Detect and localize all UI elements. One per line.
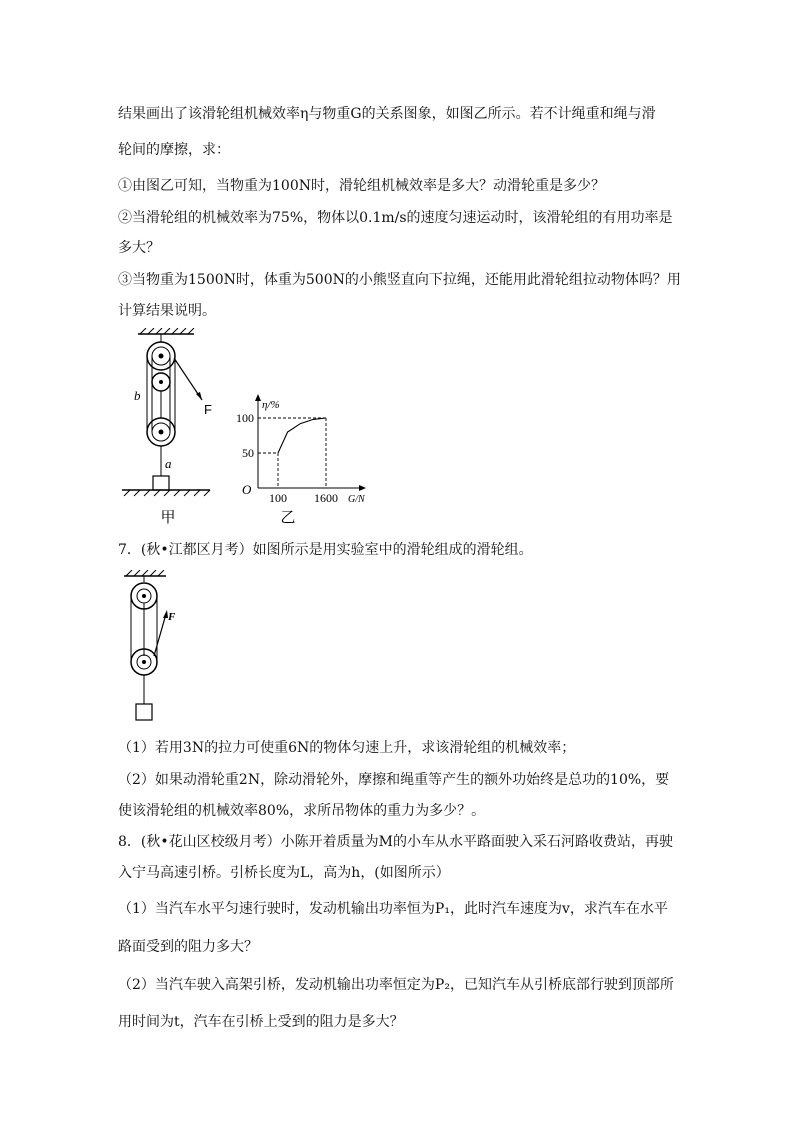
caption-yi: 乙	[280, 508, 296, 526]
question-7-title: 7．(秋•江都区月考）如图所示是用实验室中的滑轮组成的滑轮组。	[118, 542, 533, 558]
question-8-part-1: （1）当汽车水平匀速行驶时，发动机输出功率恒为P₁，此时汽车速度为v，求汽车在水平	[118, 901, 668, 917]
question-3: ③当物重为1500N时，体重为500N的小熊竖直向下拉绳，还能用此滑轮组拉动物体吗？用	[118, 272, 681, 288]
y-tick-label: 100	[236, 411, 254, 425]
y-tick-label: 50	[242, 446, 254, 460]
question-8-title-cont: 入宁马高速引桥。引桥长度为L，高为h，(如图所示）	[118, 865, 450, 881]
question-2-cont: 多大？	[118, 240, 160, 256]
question-8-part-2: （2）当汽车驶入高架引桥，发动机输出功率恒定为P₂，已知汽车从引桥底部行驶到顶部所	[118, 977, 674, 993]
fig7-label-F: F	[168, 611, 176, 623]
label-b: b	[134, 388, 141, 403]
x-tick-label: 1600	[314, 491, 338, 505]
figure-yi-efficiency-chart	[228, 392, 378, 528]
y-axis-label: η/%	[262, 399, 280, 411]
caption-jia: 甲	[160, 508, 176, 526]
label-a: a	[165, 456, 172, 471]
question-2: ②当滑轮组的机械效率为75%，物体以0.1m/s的速度匀速运动时，该滑轮组的有用功率是	[118, 210, 673, 226]
text-line-2: 轮间的摩擦，求：	[118, 142, 230, 158]
question-8-title: 8．(秋•花山区校级月考）小陈开着质量为M的小车从水平路面驶入采石河路收费站，再驶	[118, 834, 673, 850]
question-1: ①由图乙可知，当物重为100N时，滑轮组机械效率是多大？动滑轮重是多少？	[118, 178, 605, 194]
question-8-part-1-cont: 路面受到的阻力多大？	[118, 939, 258, 955]
question-3-cont: 计算结果说明。	[118, 303, 216, 319]
question-7-part-2: （2）如果动滑轮重2N，除动滑轮外，摩擦和绳重等产生的额外功始终是总功的10%，要	[118, 772, 670, 788]
figure-jia-pulley	[118, 328, 218, 528]
x-tick-label: 100	[269, 491, 287, 505]
x-axis-label: G/N	[348, 494, 365, 505]
figure-7-pulley	[118, 570, 188, 726]
text-line-1: 结果画出了该滑轮组机械效率η与物重G的关系图象，如图乙所示。若不计绳重和绳与滑	[118, 106, 656, 122]
question-8-part-2-cont: 用时间为t，汽车在引桥上受到的阻力是多大？	[118, 1014, 404, 1030]
origin-label: O	[242, 482, 252, 497]
label-F: F	[204, 402, 212, 417]
question-7-part-2-cont: 使该滑轮组的机械效率80%，求所吊物体的重力为多少？。	[118, 803, 486, 819]
question-7-part-1: （1）若用3N的拉力可使重6N的物体匀速上升，求该滑轮组的机械效率；	[118, 740, 576, 756]
efficiency-curve	[278, 418, 326, 453]
